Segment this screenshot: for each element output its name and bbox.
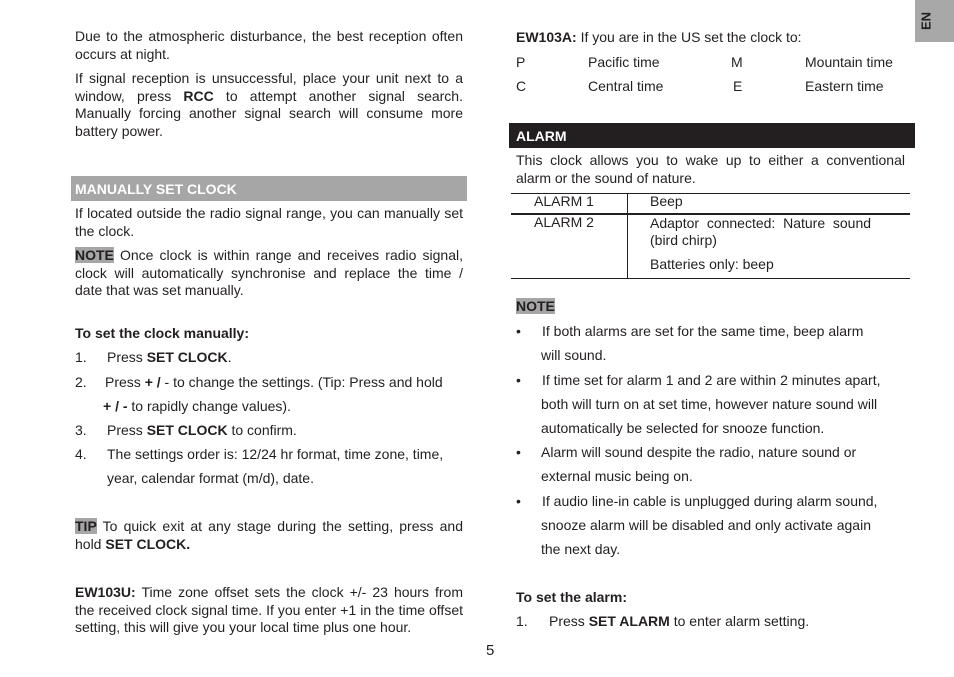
tip-text: To quick exit at any stage during the setting, press and hold (75, 518, 463, 552)
step-2-continued: + / - to rapidly change values). (103, 398, 291, 414)
alarm-header (509, 123, 915, 148)
bullet-3-glyph: • (516, 444, 521, 460)
ew103u-label: EW103U: (75, 584, 136, 600)
alarm-step-1-number: 1. (516, 613, 528, 629)
step-3: Press SET CLOCK to confirm. (107, 422, 297, 438)
bullet-1-glyph: • (516, 323, 521, 339)
table-column-rule (627, 193, 628, 279)
bullet-1-cont: will sound. (541, 347, 607, 363)
zone-name-eastern: Eastern time (805, 78, 884, 94)
intro-paragraph-2 (75, 70, 463, 140)
bullet-1: If both alarms are set for the same time, beep alarm (542, 323, 864, 339)
howto-alarm-title: To set the alarm: (516, 589, 627, 605)
alarm-1-value: Beep (650, 193, 683, 209)
step-2: Press + / - to change the settings. (Tip: Press and hold (105, 374, 443, 390)
zone-name-mountain: Mountain time (805, 54, 893, 70)
bullet-4-cont-1: snooze alarm will be disabled and only activate again (541, 517, 871, 533)
language-tab (915, 0, 954, 42)
intro-text-rest: to attempt another signal search. Manually forcing another signal search will consume more battery power. (75, 87, 463, 139)
alarm-1-label: ALARM 1 (534, 193, 594, 209)
intro-text: If signal reception is unsuccessful, place your unit next to a window, press (75, 70, 463, 104)
howto-clock-title: To set the clock manually: (75, 325, 250, 341)
step-4-continued: year, calendar format (m/d), date. (107, 470, 314, 486)
note-tag: NOTE (75, 247, 114, 263)
note-text: Once clock is within range and receives radio signal, clock will automatically synchronise and replace the time / date that was set manually. (75, 247, 463, 298)
language-tab-label: EN (918, 11, 934, 31)
bullet-3: Alarm will sound despite the radio, nature sound or (541, 444, 857, 460)
page-number: 5 (486, 642, 495, 659)
step-4-number: 4. (75, 446, 87, 462)
bullet-3-cont: external music being on. (541, 468, 693, 484)
bullet-2-cont-2: automatically be selected for snooze function. (541, 420, 825, 436)
table-bottom-rule (511, 278, 910, 279)
alarm-note-tag: NOTE (516, 298, 555, 314)
alarm-paragraph: This clock allows you to wake up to either a conventional alarm or the sound of nature. (516, 152, 905, 186)
bullet-4-cont-2: the next day. (541, 541, 621, 557)
step-3-number: 3. (75, 422, 87, 438)
alarm-title: ALARM (516, 128, 567, 144)
tip-paragraph (75, 518, 463, 553)
step-4: The settings order is: 12/24 hr format, time zone, time, (107, 446, 444, 462)
ew103a-label: EW103A: (516, 29, 577, 45)
bullet-2: If time set for alarm 1 and 2 are within 2 minutes apart, (542, 372, 881, 388)
manual-clock-paragraph: If located outside the radio signal range, you can manually set the clock. (75, 205, 463, 239)
ew103u-paragraph (75, 584, 463, 637)
alarm-step-1: Press SET ALARM to enter alarm setting. (549, 613, 810, 629)
intro-paragraph-1: Due to the atmospheric disturbance, the best reception often occurs at night. (75, 28, 463, 62)
zone-name-central: Central time (588, 78, 664, 94)
zone-code-p: P (516, 54, 526, 70)
tip-bold: SET CLOCK. (105, 535, 191, 552)
zone-name-pacific: Pacific time (588, 54, 660, 70)
ew103a-line (516, 29, 802, 45)
manual-clock-header (71, 176, 467, 201)
bullet-2-glyph: • (516, 372, 521, 388)
alarm-2-label: ALARM 2 (534, 214, 594, 230)
step-2-number: 2. (75, 374, 87, 390)
zone-code-m: M (731, 54, 743, 70)
zone-code-e: E (733, 78, 743, 94)
alarm-2-value: Adaptor connected: Nature sound (650, 215, 872, 231)
bullet-4-glyph: • (516, 493, 521, 509)
manual-clock-title: MANUALLY SET CLOCK (75, 181, 237, 197)
ew103u-text: Time zone offset sets the clock +/- 23 hours from the received clock signal time. If you enter +1 in the time offset setting, this will give you your local time plus one hour. (75, 584, 463, 635)
zone-code-c: C (516, 78, 527, 94)
bullet-2-cont-1: both will turn on at set time, however nature sound will (541, 396, 878, 412)
note-paragraph (75, 247, 463, 300)
step-1-number: 1. (75, 349, 87, 365)
tip-tag: TIP (75, 518, 97, 534)
bullet-4: If audio line-in cable is unplugged during alarm sound, (542, 493, 878, 509)
rcc-key: RCC (183, 87, 214, 104)
alarm-2-batteries: Batteries only: beep (650, 256, 774, 272)
ew103a-text: If you are in the US set the clock to: (576, 29, 802, 45)
alarm-2-value-cont: (bird chirp) (650, 232, 717, 248)
step-1: Press SET CLOCK. (107, 349, 232, 365)
